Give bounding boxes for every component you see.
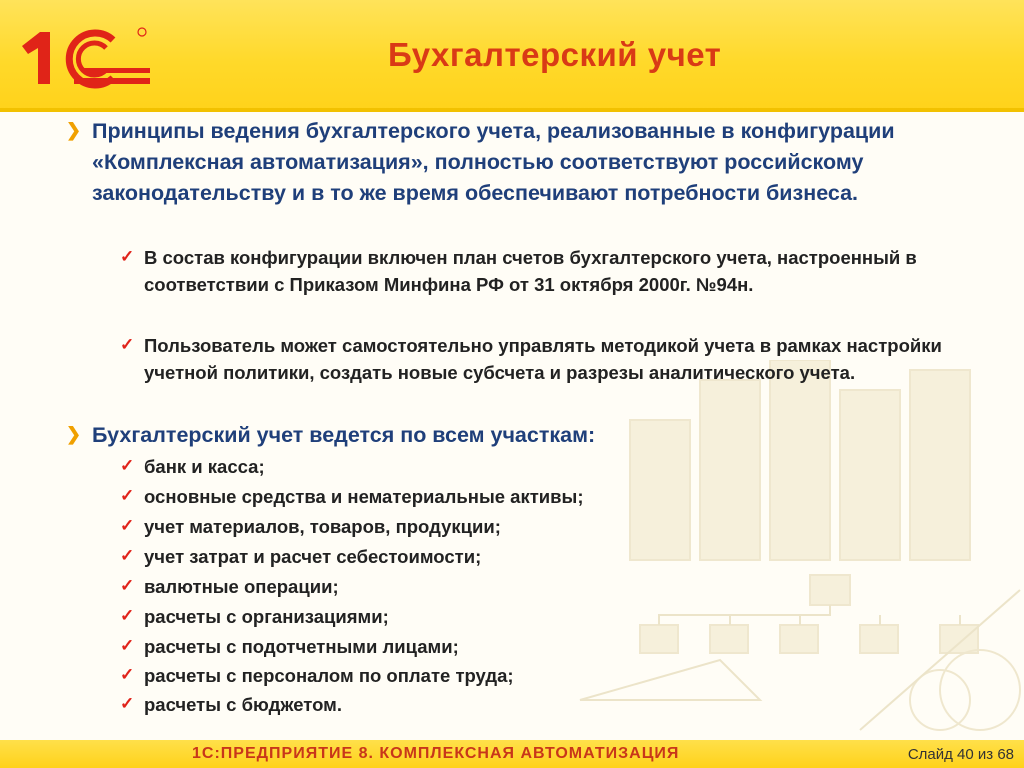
list-item-text: расчеты с организациями;: [144, 606, 389, 627]
list-item: [120, 604, 389, 631]
list-item: [120, 245, 980, 298]
list-item: [120, 663, 514, 690]
list-item: [120, 484, 584, 511]
list-item-text: расчеты с подотчетными лицами;: [144, 636, 459, 657]
slide-title: Бухгалтерский учет: [388, 36, 722, 73]
list-item: [120, 544, 481, 571]
bullet-text: Принципы ведения бухгалтерского учета, реализованные в конфигурации «Комплексная автоматизация», полностью соответствуют российскому законодательству и в то же время обеспечивают потребности бизнеса.: [92, 119, 895, 205]
list-item-text: учет затрат и расчет себестоимости;: [144, 546, 482, 567]
list-item: [120, 454, 265, 481]
list-item-text: учет материалов, товаров, продукции;: [144, 516, 501, 537]
list-item-text: Пользователь может самостоятельно управлять методикой учета в рамках настройки учетной политики, создать новые субсчета и разрезы аналитического учета.: [144, 335, 942, 383]
list-item: [120, 514, 501, 541]
bullet-arrow-icon: ❯: [66, 424, 82, 444]
list-item-text: основные средства и нематериальные активы;: [144, 486, 584, 507]
footer-product-name: 1С:ПРЕДПРИЯТИЕ 8. КОМПЛЕКСНАЯ АВТОМАТИЗАЦИЯ: [192, 745, 680, 762]
checkmark-icon: ✓: [120, 546, 135, 565]
checkmark-icon: ✓: [120, 335, 135, 354]
list-item: [120, 574, 339, 601]
checkmark-icon: ✓: [120, 665, 135, 684]
list-item-text: расчеты с бюджетом.: [144, 694, 342, 715]
bullet-text: Бухгалтерский учет ведется по всем участкам:: [92, 423, 596, 447]
checkmark-icon: ✓: [120, 606, 135, 625]
list-item-text: В состав конфигурации включен план счетов бухгалтерского учета, настроенный в соответствии с Приказом Минфина РФ от 31 октября 2000г. №94н.: [144, 247, 917, 295]
checkmark-icon: ✓: [120, 456, 135, 475]
footer-band: [0, 740, 1024, 768]
checkmark-icon: ✓: [120, 694, 135, 713]
list-item: [120, 333, 990, 386]
checkmark-icon: ✓: [120, 247, 135, 266]
checkmark-icon: ✓: [120, 576, 135, 595]
checkmark-icon: ✓: [120, 486, 135, 505]
slide-counter: Слайд 40 из 68: [907, 746, 1014, 763]
bullet-principles: [66, 116, 946, 209]
list-item: [120, 692, 342, 719]
bullet-areas: [66, 420, 946, 451]
list-item-text: банк и касса;: [144, 456, 265, 477]
list-item: [120, 634, 459, 661]
bullet-arrow-icon: ❯: [66, 120, 82, 140]
checkmark-icon: ✓: [120, 516, 135, 535]
list-item-text: расчеты с персоналом по оплате труда;: [144, 665, 514, 686]
checkmark-icon: ✓: [120, 636, 135, 655]
list-item-text: валютные операции;: [144, 576, 339, 597]
